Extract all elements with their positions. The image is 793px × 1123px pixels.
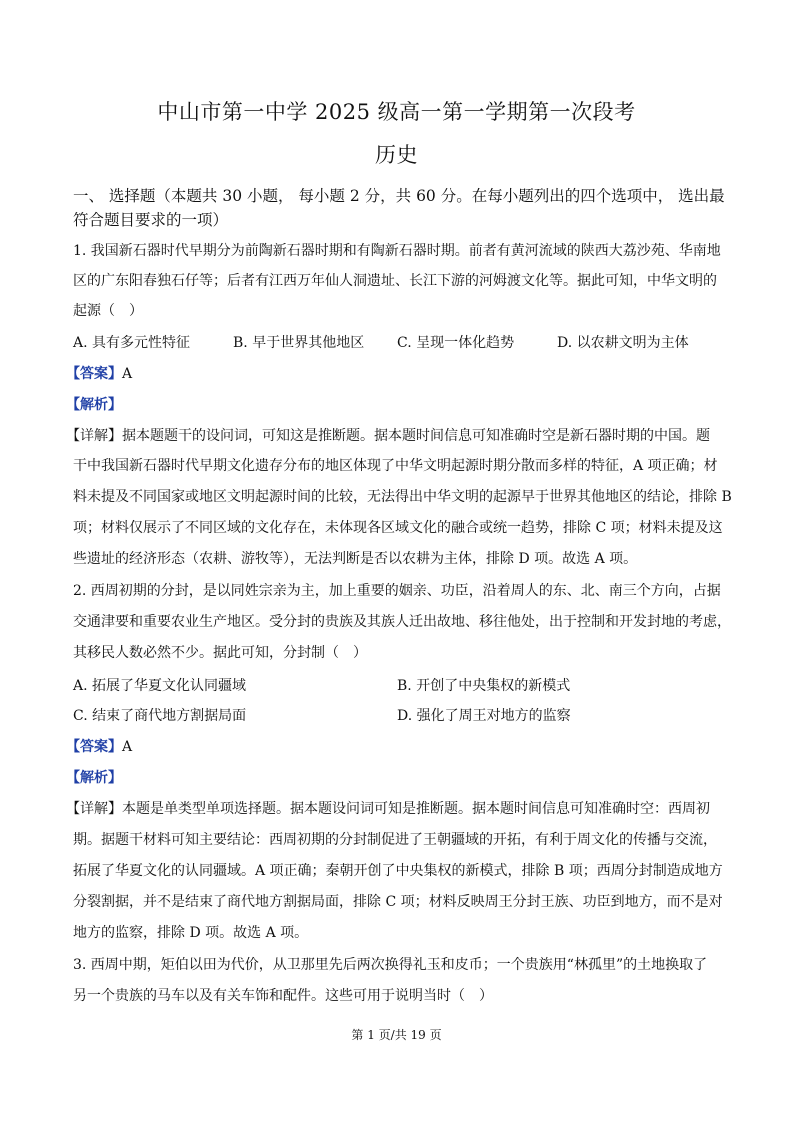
analysis-tag: 【解析】 <box>66 770 122 786</box>
answer-tag: 【答案】 <box>66 739 122 755</box>
q2-stem-line-3: 其移民人数必然不少。据此可知，分封制（ ） <box>73 645 367 661</box>
q2-detail-line-3: 拓展了华夏文化的认同疆域。A 项正确；秦朝开创了中央集权的新模式，排除 B 项；西周分封制造成地方 <box>73 863 723 879</box>
q2-detail-line-2: 期。据题干材料可知主要结论：西周初期的分封制促进了王朝疆域的开拓，有利于周文化的传播与交流， <box>73 832 717 848</box>
answer-value: A <box>122 366 133 382</box>
q1-answer <box>66 364 132 384</box>
q1-option-a: A. 具有多元性特征 <box>73 335 191 351</box>
answer-value: A <box>122 739 133 755</box>
q1-option-b: B. 早于世界其他地区 <box>233 335 365 351</box>
q2-answer <box>66 737 132 757</box>
section-heading-line-1: 一、 选择题（本题共 30 小题， 每小题 2 分，共 60 分。在每小题列出的四个选项中， 选出最 <box>73 187 725 205</box>
q1-stem-line-3: 起源（ ） <box>73 303 143 319</box>
q2-detail-line-4: 分裂割据，并不是结束了商代地方割据局面，排除 C 项；材料反映周王分封王族、功臣到地方，而不是对 <box>73 894 723 910</box>
q1-detail-line-1: 【详解】据本题题干的设问词，可知这是推断题。据本题时间信息可知准确时空是新石器时期的中国。题 <box>66 428 710 444</box>
q1-stem-line-1: 1. 我国新石器时代早期分为前陶新石器时期和有陶新石器时期。前者有黄河流域的陕西大荔沙苑、华南地 <box>73 243 721 259</box>
answer-tag: 【答案】 <box>66 366 122 382</box>
q2-analysis-tag <box>66 768 122 788</box>
q2-detail-line-5: 地方的监察，排除 D 项。故选 A 项。 <box>73 925 309 941</box>
page-number: 第 1 页/共 19 页 <box>351 1028 442 1042</box>
q1-detail-line-4: 项；材料仅展示了不同区域的文化存在，未体现各区域文化的融合或统一趋势，排除 C 项；材料未提及这 <box>73 520 723 536</box>
q2-stem-line-1: 2. 西周初期的分封，是以同姓宗亲为主，加上重要的姻亲、功臣，沿着周人的东、北、南三个方向，占据 <box>73 583 721 599</box>
q1-analysis-tag <box>66 395 122 415</box>
q1-detail-line-5: 些遗址的经济形态（农耕、游牧等），无法判断是否以农耕为主体，排除 D 项。故选 A 项。 <box>73 551 638 567</box>
q2-option-b: B. 开创了中央集权的新模式 <box>397 678 571 694</box>
q1-detail-line-2: 干中我国新石器时代早期文化遗存分布的地区体现了中华文明起源时期分散而多样的特征，A 项正确；材 <box>73 458 718 474</box>
subject-title: 历史 <box>375 143 418 167</box>
q1-detail-line-3: 料未提及不同国家或地区文明起源时间的比较，无法得出中华文明的起源早于世界其他地区的结论，排除 B <box>73 489 732 505</box>
q1-stem-line-2: 区的广东阳春独石仔等；后者有江西万年仙人洞遗址、长江下游的河姆渡文化等。据此可知，中华文明的 <box>73 273 717 289</box>
q2-option-a: A. 拓展了华夏文化认同疆域 <box>73 678 247 694</box>
q3-stem-line-2: 另一个贵族的马车以及有关车饰和配件。这些可用于说明当时（ ） <box>73 988 493 1004</box>
exam-title: 中山市第一中学 2025 级高一第一学期第一次段考 <box>157 100 636 124</box>
section-heading-line-2: 符合题目要求的一项） <box>73 211 229 229</box>
q2-option-c: C. 结束了商代地方割据局面 <box>73 708 247 724</box>
analysis-tag: 【解析】 <box>66 397 122 413</box>
q2-detail-line-1: 【详解】本题是单类型单项选择题。据本题设问词可知是推断题。据本题时间信息可知准确时空：西周初 <box>66 801 710 817</box>
q2-option-d: D. 强化了周王对地方的监察 <box>397 708 571 724</box>
q1-option-d: D. 以农耕文明为主体 <box>557 335 689 351</box>
q2-stem-line-2: 交通津要和重要农业生产地区。受分封的贵族及其族人迁出故地、移往他处，出于控制和开发封地的考虑， <box>73 614 731 630</box>
q3-stem-line-1: 3. 西周中期，矩伯以田为代价，从卫那里先后两次换得礼玉和皮币；一个贵族用“林孤里”的土地换取了 <box>73 957 708 973</box>
q1-option-c: C. 呈现一体化趋势 <box>397 335 515 351</box>
